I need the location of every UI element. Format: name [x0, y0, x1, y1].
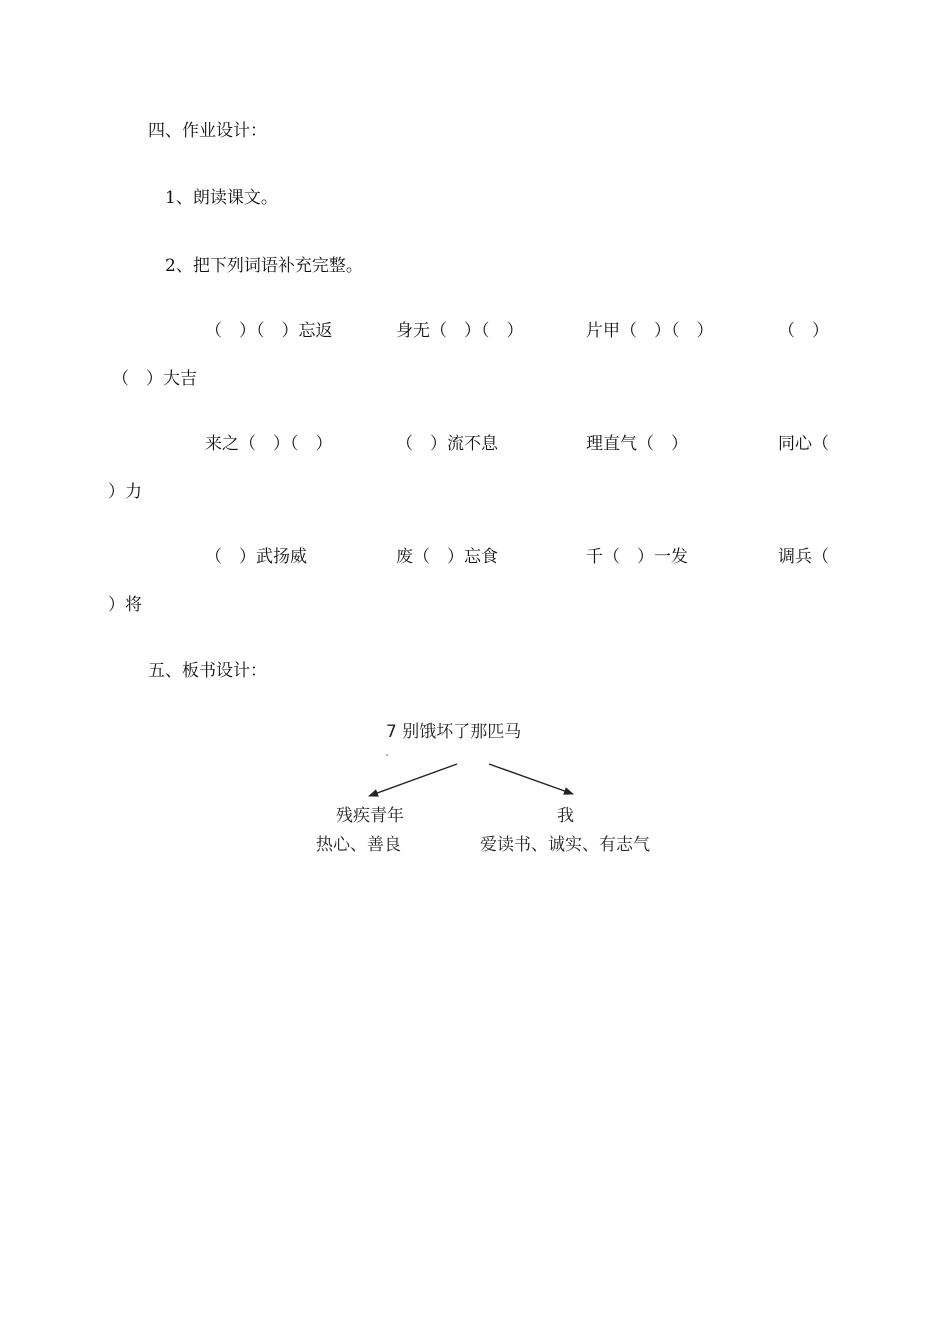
fill-word: 片甲（ ）（ ） — [586, 321, 714, 341]
fill-word-wrap: （ ）大吉 — [112, 369, 197, 389]
board-left-traits: 热心、善良 — [316, 835, 401, 855]
fill-word: （ ）武扬威 — [205, 547, 307, 567]
fill-word: 来之（ ）（ ） — [205, 434, 333, 454]
fill-word: 千（ ）一发 — [586, 547, 688, 567]
arrow-left — [369, 764, 457, 796]
fill-word: 废（ ）忘食 — [396, 547, 498, 567]
arrow-right — [489, 764, 573, 794]
section-4-heading: 四、作业设计： — [148, 121, 267, 141]
fill-word: （ ） — [778, 321, 829, 341]
fill-word-wrap: ）将 — [108, 595, 142, 615]
fill-word: 身无（ ）（ ） — [396, 321, 524, 341]
dot-mark — [386, 754, 388, 756]
board-right-traits: 爱读书、诚实、有志气 — [480, 835, 650, 855]
board-title: 7 别饿坏了那匹马 — [386, 722, 522, 742]
board-left-title: 残疾青年 — [336, 806, 404, 826]
board-right-title: 我 — [557, 806, 574, 826]
homework-item-2: 2、把下列词语补充完整。 — [165, 256, 363, 276]
fill-word: 同心（ — [778, 434, 829, 454]
fill-word: 调兵（ — [778, 547, 829, 567]
homework-item-1: 1、朗读课文。 — [165, 188, 278, 208]
fill-word: （ ）流不息 — [396, 434, 498, 454]
fill-word: （ ）（ ）忘返 — [205, 321, 333, 341]
fill-word: 理直气（ ） — [586, 434, 688, 454]
section-5-heading: 五、板书设计： — [148, 661, 267, 681]
fill-word-wrap: ）力 — [108, 482, 142, 502]
